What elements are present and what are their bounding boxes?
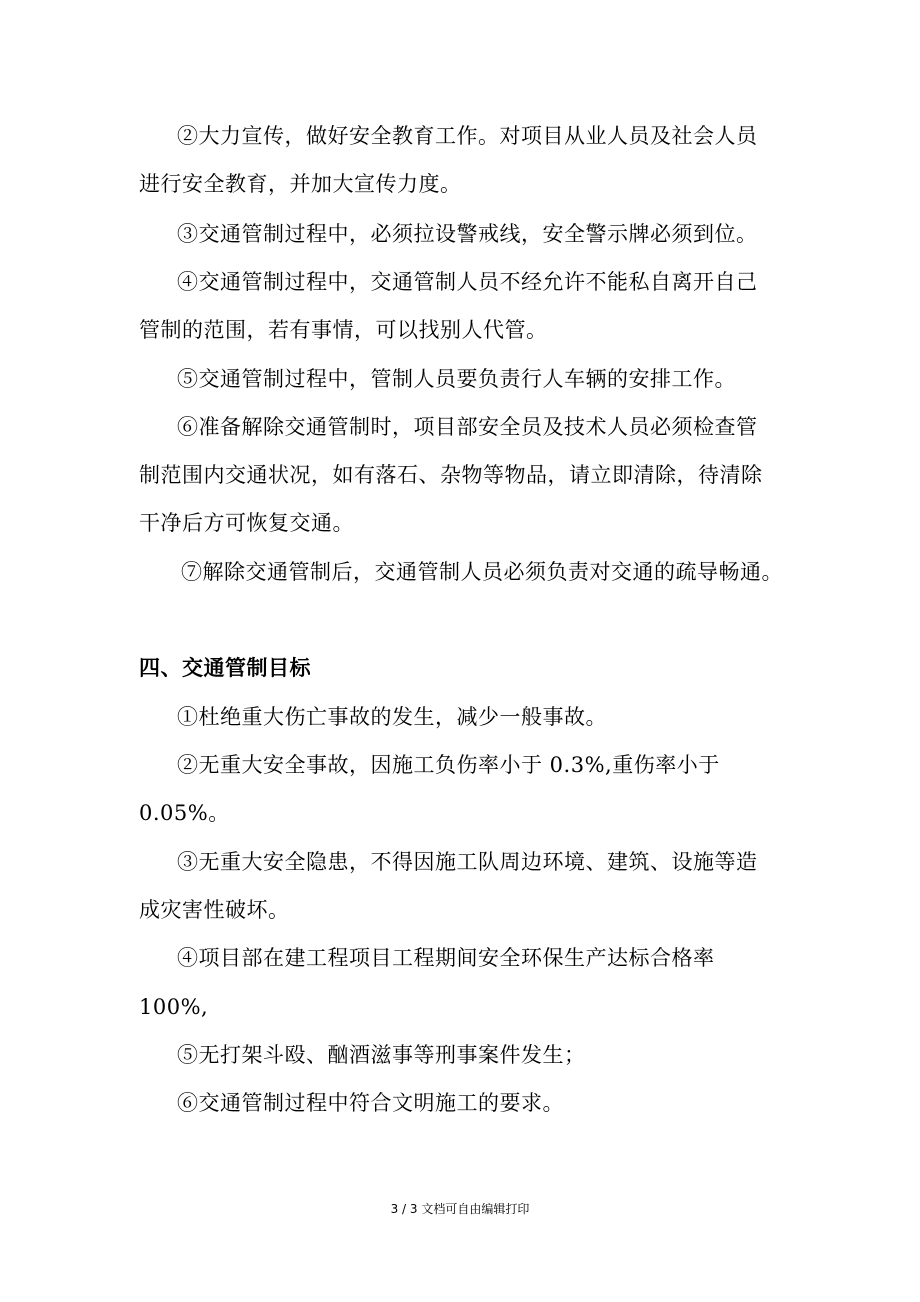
item-4-line-1: ④交通管制过程中，交通管制人员不经允许不能私自离开自己 [177, 270, 758, 294]
item-2-line-1: ②大力宣传，做好安全教育工作。对项目从业人员及社会人员 [177, 124, 758, 148]
item-2-line-2: 进行安全教育，并加大宣传力度。 [139, 172, 462, 196]
goal-2-line-2: 0.05%。 [139, 801, 230, 825]
page-footer: 3 / 3 文档可自由编辑打印 [390, 1202, 530, 1216]
goal-1-line-1: ①杜绝重大伤亡事故的发生，减少一般事故。 [177, 705, 607, 729]
item-5-line-1: ⑤交通管制过程中，管制人员要负责行人车辆的安排工作。 [177, 367, 736, 391]
item-6-line-1: ⑥准备解除交通管制时，项目部安全员及技术人员必须检查管 [177, 415, 758, 439]
goal-5-line-1: ⑤无打架斗殴、酗酒滋事等刑事案件发生； [177, 1043, 586, 1067]
item-4-line-2: 管制的范围，若有事情，可以找别人代管。 [139, 318, 548, 342]
goal-3-line-1: ③无重大安全隐患，不得因施工队周边环境、建筑、设施等造 [177, 850, 758, 874]
goal-6-line-1: ⑥交通管制过程中符合文明施工的要求。 [177, 1091, 564, 1115]
goal-2-line-1: ②无重大安全事故，因施工负伤率小于 0.3%,重伤率小于 [177, 753, 720, 777]
goal-3-line-2: 成灾害性破坏。 [139, 898, 290, 922]
item-7-line-1: ⑦解除交通管制后，交通管制人员必须负责对交通的疏导畅通。 [181, 560, 783, 584]
item-6-line-3: 干净后方可恢复交通。 [139, 511, 354, 535]
goal-4-line-2: 100%, [139, 995, 209, 1019]
item-3-line-1: ③交通管制过程中，必须拉设警戒线，安全警示牌必须到位。 [177, 222, 758, 246]
section-heading: 四、交通管制目标 [139, 655, 311, 680]
item-6-line-2: 制范围内交通状况，如有落石、杂物等物品，请立即清除，待清除 [139, 463, 763, 487]
goal-4-line-1: ④项目部在建工程项目工程期间安全环保生产达标合格率 [177, 946, 715, 970]
